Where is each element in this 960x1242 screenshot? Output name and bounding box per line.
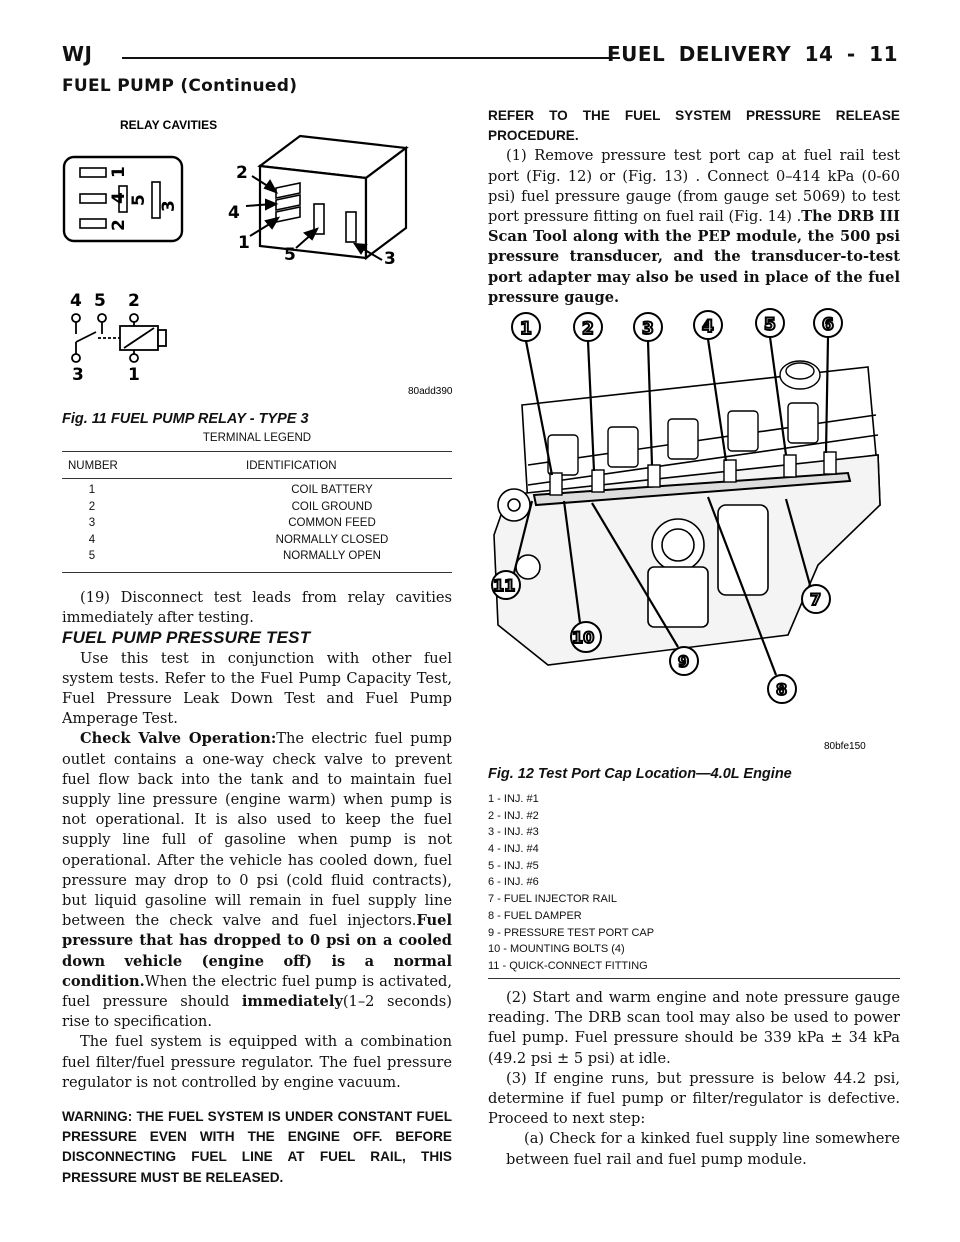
right-text-column-top <box>488 106 900 308</box>
warning-text: WARNING: THE FUEL SYSTEM IS UNDER CONSTANT FUEL PRESSURE EVEN WITH THE ENGINE OFF. BEFORE DISCONNECTING FUEL LINE AT FUEL RAIL, THIS PRESSURE MUST BE RELEASED. <box>62 1109 452 1185</box>
svg-text:10: 10 <box>572 628 595 647</box>
legend-item: 1 - INJ. #1 <box>488 793 539 805</box>
cavity-5: 5 <box>129 194 149 206</box>
svg-text:9: 9 <box>678 652 690 671</box>
intro-paragraph: Use this test in conjunction with other fuel system tests. Refer to the Fuel Pump Capacity Test, Fuel Pressure Leak Down Test and Fuel Pump Amperage Test. <box>62 649 452 728</box>
legend-item: 6 - INJ. #6 <box>488 876 539 889</box>
legend-row: 4 NORMALLY CLOSED <box>88 533 389 546</box>
section-heading: FUEL PUMP PRESSURE TEST <box>62 628 311 648</box>
legend-item: 11 - QUICK-CONNECT FITTING <box>488 959 648 972</box>
legend-item: 9 - PRESSURE TEST PORT CAP <box>488 926 655 939</box>
header-rule <box>122 57 620 59</box>
continued-heading: FUEL PUMP (Continued) <box>62 76 298 96</box>
legend-rule-mid <box>62 478 452 479</box>
svg-text:5: 5 <box>764 315 776 335</box>
header-model: WJ <box>62 42 93 66</box>
legend-row: 3 COMMON FEED <box>88 517 376 529</box>
legend-col-identification: IDENTIFICATION <box>246 460 337 472</box>
svg-text:4: 4 <box>228 203 240 223</box>
right-text-column-bottom <box>488 988 900 1170</box>
svg-text:1: 1 <box>520 319 532 339</box>
cavity-3: 3 <box>159 200 179 212</box>
svg-text:1: 1 <box>128 365 140 385</box>
refer-text: REFER TO THE FUEL SYSTEM PRESSURE RELEASE PROCEDURE. <box>488 108 900 144</box>
svg-text:2: 2 <box>236 163 248 183</box>
svg-text:3: 3 <box>72 365 84 385</box>
fig12-legend-rule <box>488 978 900 979</box>
fig12-engine-diagram <box>488 305 900 765</box>
step-3: (3) If engine runs, but pressure is below 44.2 psi, determine if fuel pump or filter/regulator is defective. Proceed to next step: <box>488 1069 900 1128</box>
legend-item: 7 - FUEL INJECTOR RAIL <box>488 893 617 906</box>
terminal-legend-title: TERMINAL LEGEND <box>202 432 312 444</box>
svg-text:3: 3 <box>384 249 396 269</box>
legend-item: 2 - INJ. #2 <box>488 809 539 822</box>
legend-row: 2 COIL GROUND <box>88 500 373 513</box>
header-section: FUEL DELIVERY 14 - 11 <box>606 42 898 66</box>
legend-rule-top <box>62 451 452 452</box>
legend-item: 10 - MOUNTING BOLTS (4) <box>488 943 625 956</box>
svg-text:4: 4 <box>70 291 82 311</box>
legend-rule-bottom <box>62 572 452 573</box>
legend-col-number: NUMBER <box>68 460 118 472</box>
svg-text:7: 7 <box>810 590 822 609</box>
fig11-relay-diagram <box>62 108 454 406</box>
check-valve-paragraph: Check Valve Operation:The electric fuel pump outlet contains a one-way check valve to prevent fuel flow back into the tank and to maintain fuel supply line pressure (engine warm) when pump is not operational. It is also used to keep the fuel supply line full of gasoline when pump is not operational. After the vehicle has cooled down, fuel pressure may drop to 0 psi (cold fluid contracts), but liquid gasoline will remain in fuel supply line between the check valve and fuel injectors.Fuel pressure that has dropped to 0 psi on a cooled down vehicle (engine off) is a normal condition.When the electric fuel pump is activated, fuel pressure should immediately(1–2 seconds) rise to specification. <box>62 730 452 1031</box>
svg-text:6: 6 <box>822 315 834 335</box>
svg-text:1: 1 <box>238 233 250 253</box>
fig12-caption: Fig. 12 Test Port Cap Location—4.0L Engine <box>488 766 792 782</box>
legend-row: 5 NORMALLY OPEN <box>88 550 381 562</box>
svg-text:5: 5 <box>284 245 296 265</box>
fig11-caption: Fig. 11 FUEL PUMP RELAY - TYPE 3 <box>62 411 309 427</box>
legend-row: 1 COIL BATTERY <box>88 484 373 496</box>
svg-text:4: 4 <box>702 317 714 337</box>
step-1: (1) Remove pressure test port cap at fuel rail test port (Fig. 12) or (Fig. 13) . Connect 0–414 kPa (0-60 psi) fuel pressure gauge (from gauge set 5069) to test port pressure fitting on fuel rail (Fig. 14) .The DRB III Scan Tool along with the PEP module, the 500 psi pressure transducer, and the transducer-to-test port adapter may also be used in place of the fuel pressure gauge. <box>488 147 900 306</box>
cavity-2: 2 <box>109 219 129 231</box>
cavity-4: 4 <box>109 192 129 204</box>
svg-text:3: 3 <box>642 319 654 339</box>
svg-text:2: 2 <box>128 291 140 311</box>
step-3a: (a) Check for a kinked fuel supply line somewhere between fuel rail and fuel pump module. <box>506 1130 900 1168</box>
fig12-code: 80bfe150 <box>824 741 866 752</box>
legend-item: 3 - INJ. #3 <box>488 826 539 839</box>
svg-text:2: 2 <box>582 319 594 339</box>
left-text-column <box>62 588 452 1188</box>
cavity-1: 1 <box>109 166 129 178</box>
page-header <box>62 42 898 72</box>
svg-text:11: 11 <box>493 576 516 595</box>
legend-item: 8 - FUEL DAMPER <box>488 909 582 922</box>
svg-text:8: 8 <box>776 680 788 699</box>
regulator-paragraph: The fuel system is equipped with a combination fuel filter/fuel pressure regulator. The fuel pressure regulator is not controlled by engine vacuum. <box>62 1033 452 1091</box>
step-19: (19) Disconnect test leads from relay cavities immediately after testing. <box>62 589 452 627</box>
legend-item: 5 - INJ. #5 <box>488 859 539 872</box>
fig12-legend <box>488 791 900 975</box>
svg-text:5: 5 <box>94 291 106 311</box>
step-2: (2) Start and warm engine and note pressure gauge reading. The DRB scan tool may also be used to power fuel pump. Fuel pressure should be 339 kPa ± 34 kPa (49.2 psi ± 5 psi) at idle. <box>488 989 900 1067</box>
relay-cavities-label: RELAY CAVITIES <box>120 118 218 132</box>
fig11-code: 80add390 <box>408 386 453 397</box>
legend-item: 4 - INJ. #4 <box>488 843 539 856</box>
